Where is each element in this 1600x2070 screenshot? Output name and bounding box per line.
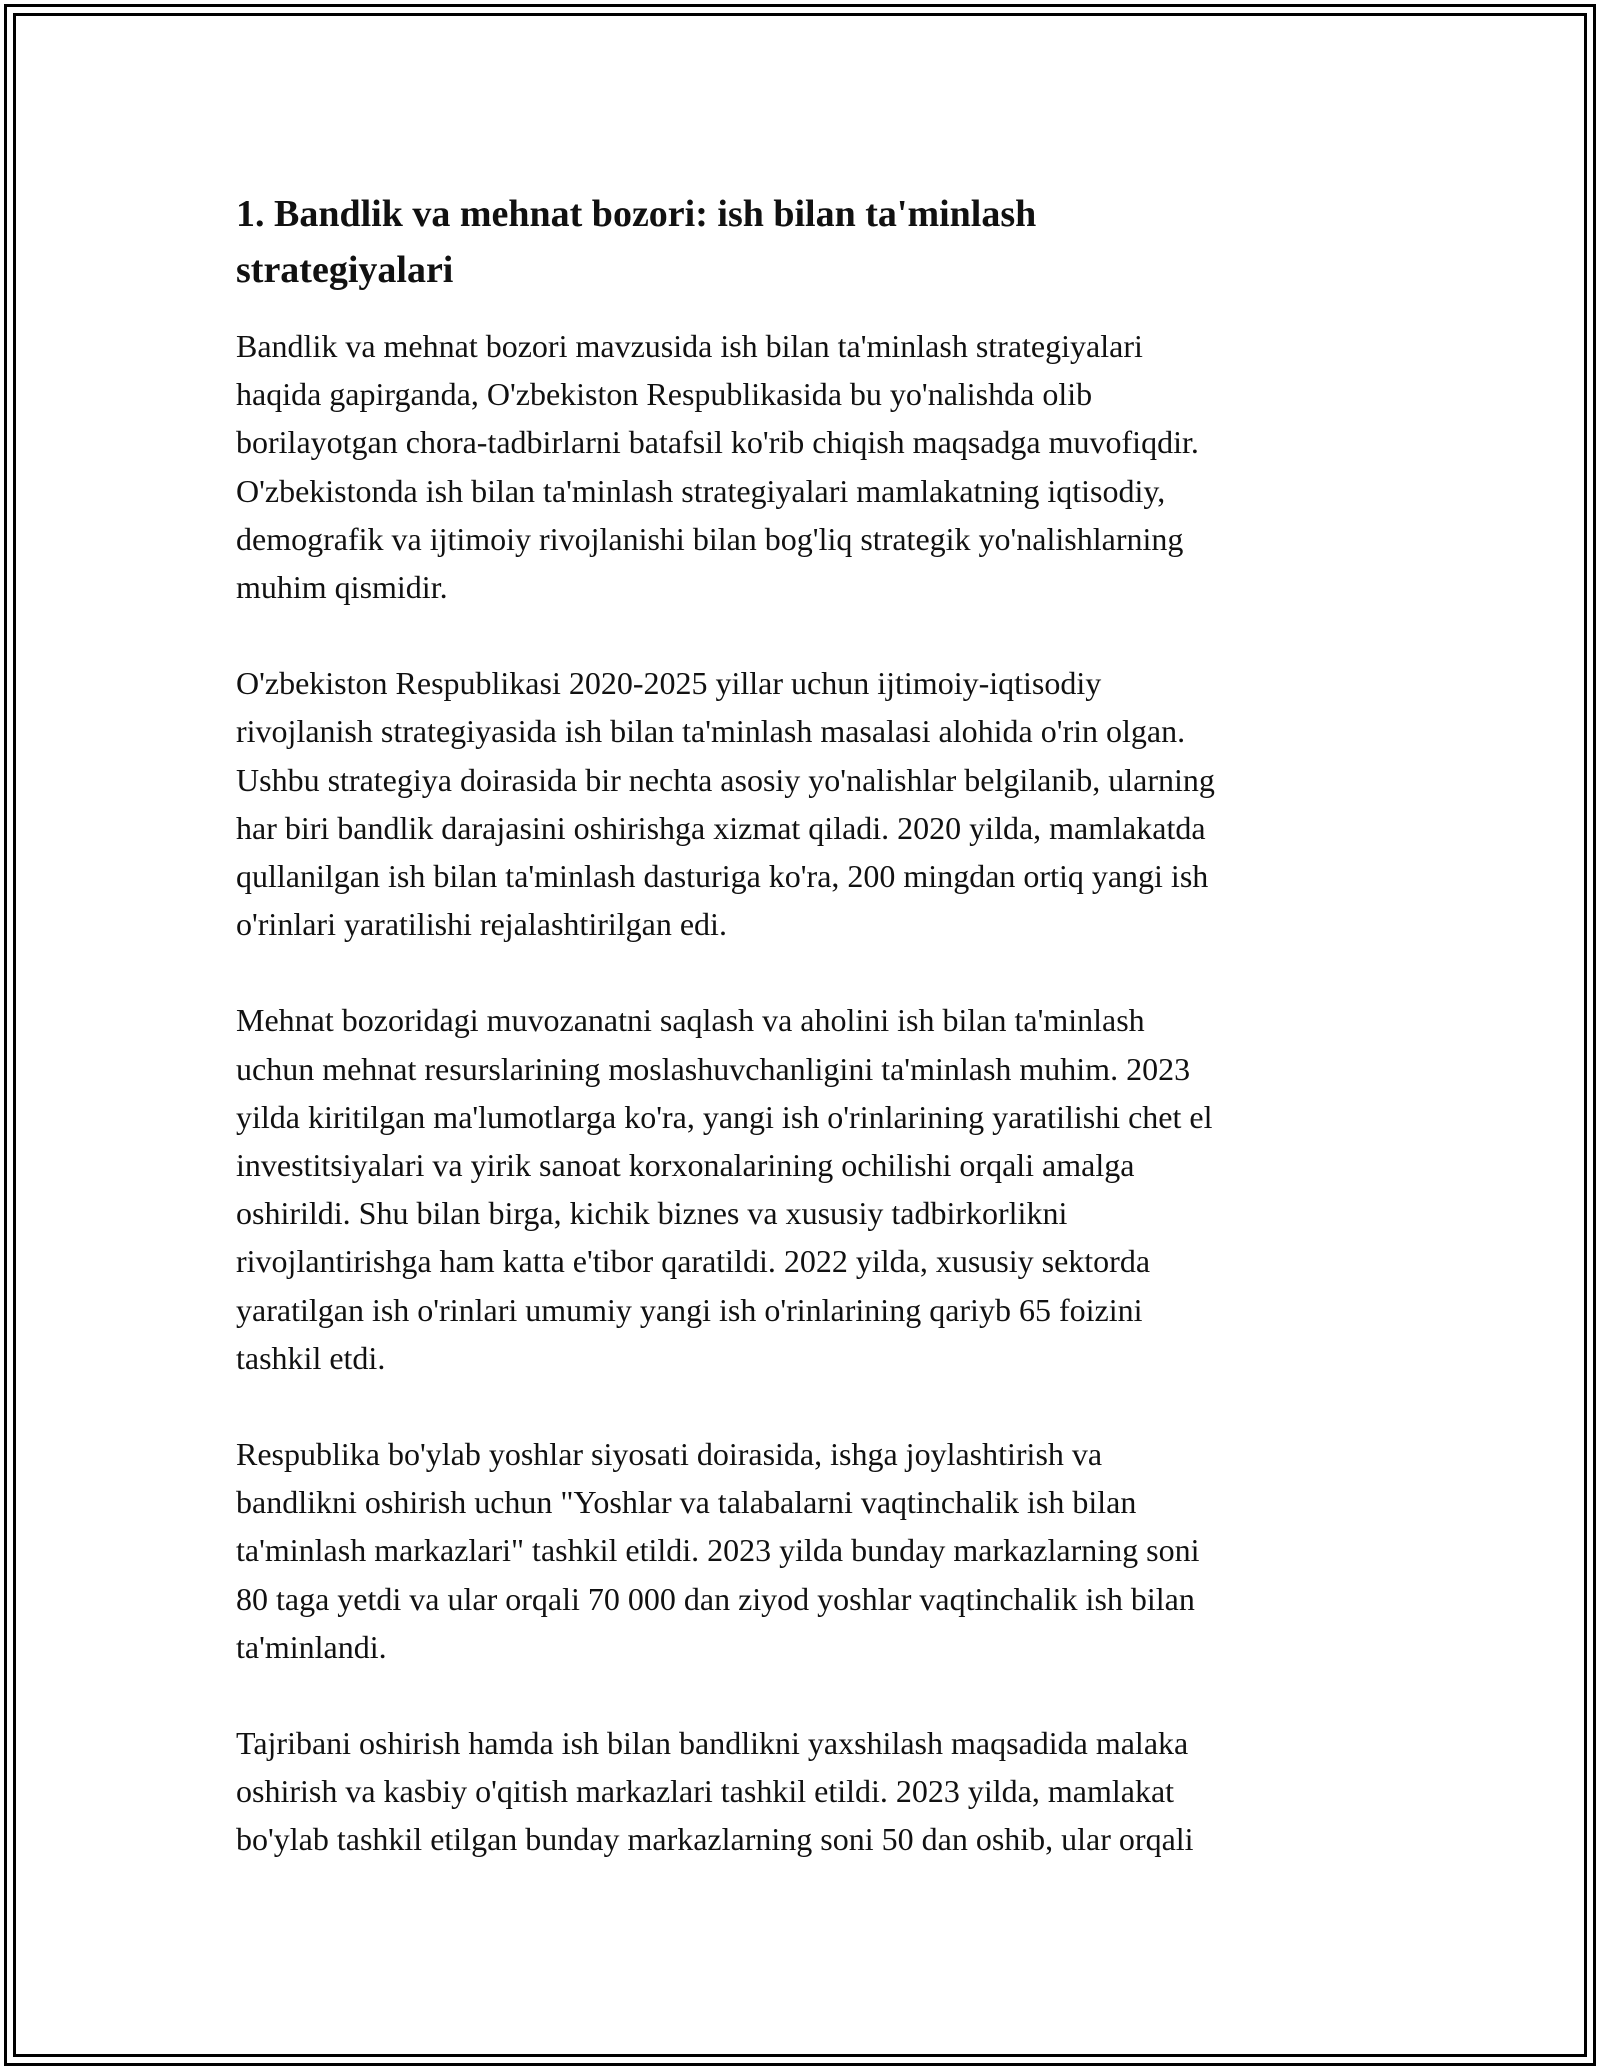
paragraph-line: Tajribani oshirish hamda ish bilan bandlikni yaxshilash maqsadida malaka [236, 1725, 1189, 1762]
paragraph-line: tashkil etdi. [236, 1339, 386, 1376]
paragraph-line: oshirish va kasbiy o'qitish markazlari tashkil etildi. 2023 yilda, mamlakat [236, 1773, 1175, 1810]
paragraph-line: muhim qismidir. [236, 569, 448, 606]
paragraph-line: haqida gapirganda, O'zbekiston Respublikasida bu yo'nalishda olib [236, 376, 1093, 413]
paragraph-line: bo'ylab tashkil etilgan bunday markazlarning soni 50 dan oshib, ular orqali [236, 1821, 1194, 1858]
paragraph [236, 1430, 1366, 1671]
heading-line: strategiyalari [236, 249, 454, 291]
paragraph-line: rivojlantirishga ham katta e'tibor qaratildi. 2022 yilda, xususiy sektorda [236, 1243, 1151, 1280]
paragraph [236, 996, 1366, 1382]
paragraph-line: 80 taga yetdi va ular orqali 70 000 dan ziyod yoshlar vaqtinchalik ish bilan [236, 1580, 1195, 1617]
paragraph-line: o'rinlari yaratilishi rejalashtirilgan edi. [236, 906, 727, 943]
paragraph-line: qullanilgan ish bilan ta'minlash dasturiga ko'ra, 200 mingdan ortiq yangi ish [236, 858, 1209, 895]
paragraph-line: Respublika bo'ylab yoshlar siyosati doirasida, ishga joylashtirish va [236, 1436, 1103, 1473]
paragraph-line: bandlikni oshirish uchun "Yoshlar va talabalarni vaqtinchalik ish bilan [236, 1484, 1137, 1521]
paragraph-line: O'zbekistonda ish bilan ta'minlash strategiyalari mamlakatning iqtisodiy, [236, 472, 1166, 509]
paragraph-line: yilda kiritilgan ma'lumotlarga ko'ra, yangi ish o'rinlarining yaratilishi chet el [236, 1098, 1213, 1135]
paragraph-line: oshirildi. Shu bilan birga, kichik biznes va xususiy tadbirkorlikni [236, 1195, 1068, 1232]
paragraph-line: ta'minlash markazlari" tashkil etildi. 2023 yilda bunday markazlarning soni [236, 1532, 1200, 1569]
paragraph-line: Bandlik va mehnat bozori mavzusida ish bilan ta'minlash strategiyalari [236, 328, 1143, 364]
heading-line: 1. Bandlik va mehnat bozori: ish bilan ta'minlash [236, 193, 1037, 235]
paragraph [236, 1719, 1366, 1864]
paragraph [236, 659, 1366, 948]
paragraph-line: investitsiyalari va yirik sanoat korxonalarining ochilishi orqali amalga [236, 1147, 1135, 1184]
paragraphs [236, 322, 1366, 1864]
paragraph-line: Mehnat bozoridagi muvozanatni saqlash va aholini ish bilan ta'minlash [236, 1002, 1145, 1039]
paragraph-line: har biri bandlik darajasini oshirishga xizmat qiladi. 2020 yilda, mamlakatda [236, 809, 1206, 846]
section-heading [236, 186, 1136, 298]
paragraph-line: Ushbu strategiya doirasida bir nechta asosiy yo'nalishlar belgilanib, ularning [236, 761, 1215, 798]
paragraph-line: O'zbekiston Respublikasi 2020-2025 yillar uchun ijtimoiy-iqtisodiy [236, 665, 1102, 702]
paragraph-line: ta'minlandi. [236, 1628, 387, 1665]
paragraph [236, 322, 1366, 611]
paragraph-line: uchun mehnat resurslarining moslashuvchanligini ta'minlash muhim. 2023 [236, 1050, 1191, 1087]
paragraph-line: demografik va ijtimoiy rivojlanishi bilan bog'liq strategik yo'nalishlarning [236, 520, 1184, 557]
paragraph-line: borilayotgan chora-tadbirlarni batafsil ko'rib chiqish maqsadga muvofiqdir. [236, 424, 1199, 461]
paragraph-line: yaratilgan ish o'rinlari umumiy yangi ish o'rinlarining qariyb 65 foizini [236, 1291, 1143, 1328]
paragraph-line: rivojlanish strategiyasida ish bilan ta'minlash masalasi alohida o'rin olgan. [236, 713, 1186, 750]
document-body [236, 186, 1366, 1912]
